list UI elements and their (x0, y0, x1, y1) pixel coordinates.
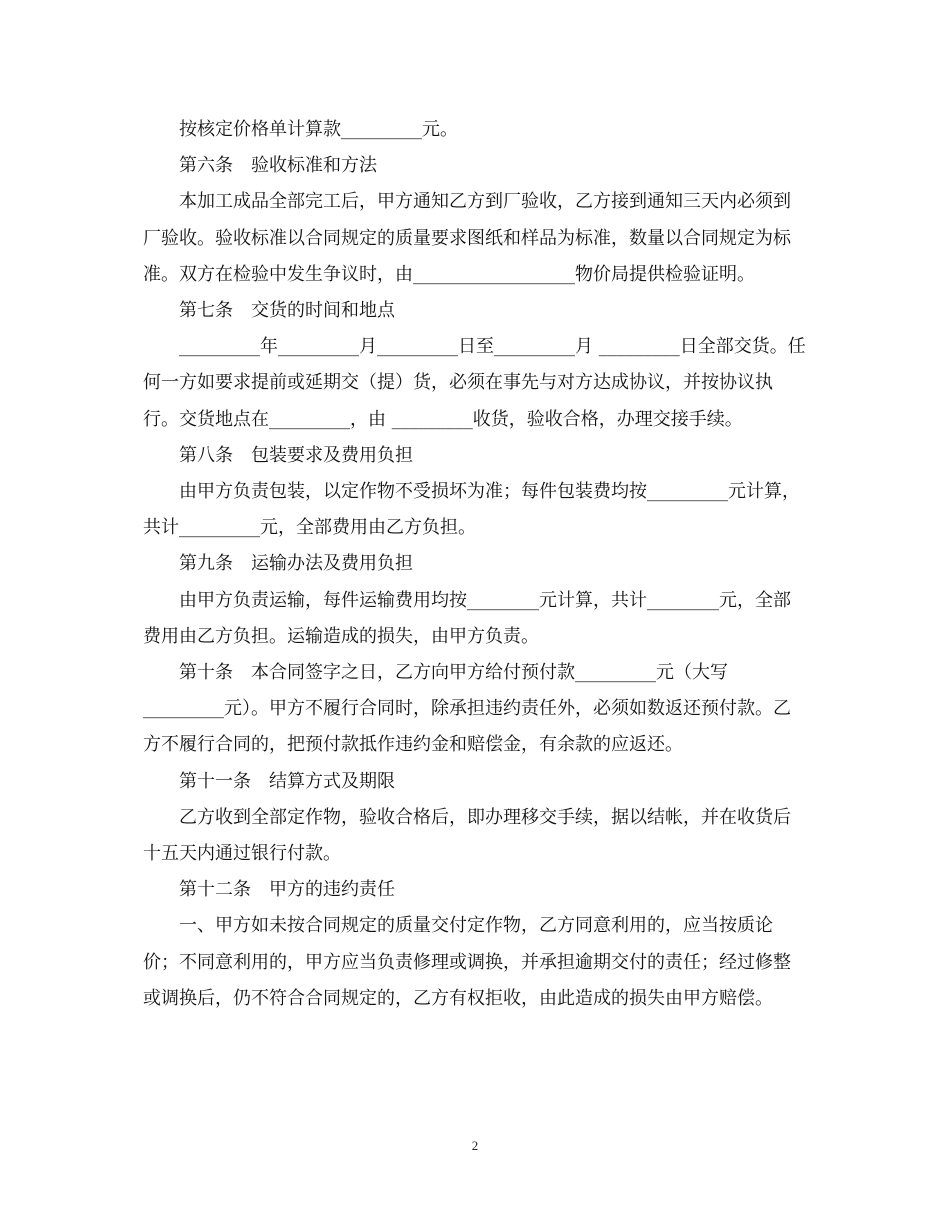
heading-article-8: 第八条 包装要求及费用负担 (179, 444, 413, 466)
heading-article-6: 第六条 验收标准和方法 (179, 155, 377, 177)
paragraph-article-7: _________年_________月_________日至_________月 _________日全部交货。任何一方如要求提前或延期交（提）货，必须在事先与对方达成协议，并按协议执行。交货地点在_________，由 _________收货，验收合格，办理交接手续。 (143, 336, 806, 430)
paragraph-article-6: 本加工成品全部完工后，甲方通知乙方到厂验收，乙方接到通知三天内必须到厂验收。验收标准以合同规定的质量要求图纸和样品为标准，数量以合同规定为标准。双方在检验中发生争议时，由__________________物价局提供检验证明。 (143, 191, 791, 285)
paragraph-article-8: 由甲方负责包装，以定作物不受损坏为准；每件包装费均按_________元计算，共计_________元，全部费用由乙方负担。 (143, 481, 800, 539)
paragraph-price-calculation: 按核定价格单计算款_________元。 (179, 119, 458, 140)
heading-article-9: 第九条 运输办法及费用负担 (179, 553, 413, 575)
paragraph-article-12-item-1: 一、甲方如未按合同规定的质量交付定作物，乙方同意利用的，应当按质论价；不同意利用的，甲方应当负责修理或调换，并承担逾期交付的责任；经过修整或调换后，仍不符合合同规定的，乙方有权拒收，由此造成的损失由甲方赔偿。 (143, 915, 791, 1009)
paragraph-article-11: 乙方收到全部定作物，验收合格后，即办理移交手续，据以结帐，并在收货后十五天内通过银行付款。 (143, 806, 791, 865)
document-body (143, 112, 808, 1017)
paragraph-article-10: 第十条 本合同签字之日，乙方向甲方给付预付款_________元（大写_________元）。甲方不履行合同时，除承担违约责任外，必须如数返还预付款。乙方不履行合同的，把预付款抵作违约金和赔偿金，有余款的应返还。 (143, 662, 791, 756)
heading-article-11: 第十一条 结算方式及期限 (179, 770, 395, 792)
heading-article-12: 第十二条 甲方的违约责任 (179, 879, 395, 901)
paragraph-article-9: 由甲方负责运输，每件运输费用均按________元计算，共计________元，全部费用由乙方负担。运输造成的损失，由甲方负责。 (143, 589, 791, 647)
page-number: 2 (471, 1138, 479, 1153)
heading-article-7: 第七条 交货的时间和地点 (179, 300, 395, 322)
